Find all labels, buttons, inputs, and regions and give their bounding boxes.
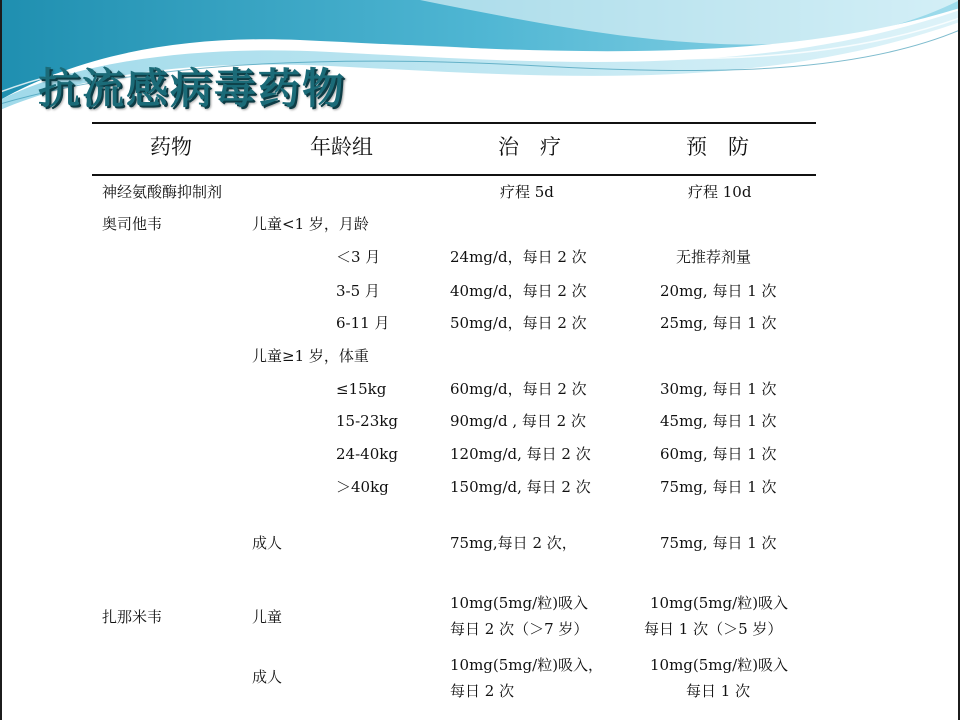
header-age-group: 年龄组 xyxy=(310,135,373,159)
age-adult-oseltamivir: 成人 xyxy=(252,534,283,552)
slide-frame-left xyxy=(0,0,2,720)
treatment-gt40kg: 150mg/d, 每日 2 次 xyxy=(450,478,591,496)
treatment-child-zanamivir-line1: 10mg(5mg/粒)吸入 xyxy=(450,594,589,612)
treatment-le15kg: 60mg/d，每日 2 次 xyxy=(450,380,587,398)
age-3-5m: 3-5 月 xyxy=(336,282,380,300)
header-prevention: 预 防 xyxy=(686,135,749,159)
drug-class-label: 神经氨酸酶抑制剂 xyxy=(102,183,223,201)
treatment-lt3m: 24mg/d，每日 2 次 xyxy=(450,248,587,266)
prevention-gt40kg: 75mg, 每日 1 次 xyxy=(660,478,777,496)
treatment-6-11m: 50mg/d，每日 2 次 xyxy=(450,314,587,332)
age-6-11m: 6-11 月 xyxy=(336,314,390,332)
prevention-adult-oseltamivir: 75mg, 每日 1 次 xyxy=(660,534,777,552)
age-group-child-ge1: 儿童≥1 岁，体重 xyxy=(252,347,369,365)
treatment-15-23kg: 90mg/d , 每日 2 次 xyxy=(450,412,586,430)
age-child-zanamivir: 儿童 xyxy=(252,608,283,626)
prevention-24-40kg: 60mg, 每日 1 次 xyxy=(660,445,777,463)
treatment-adult-zanamivir-line2: 每日 2 次 xyxy=(450,682,515,700)
age-le15kg: ≤15kg xyxy=(336,380,387,398)
prevention-6-11m: 25mg, 每日 1 次 xyxy=(660,314,777,332)
age-lt3m: ＜3 月 xyxy=(336,248,381,266)
prevention-adult-zanamivir-line2: 每日 1 次 xyxy=(686,682,751,700)
age-group-child-lt1: 儿童<1 岁，月龄 xyxy=(252,215,369,233)
prevention-3-5m: 20mg, 每日 1 次 xyxy=(660,282,777,300)
class-treatment-course: 疗程 5d xyxy=(500,183,554,201)
table-top-rule xyxy=(92,122,816,124)
header-drug: 药物 xyxy=(150,135,192,159)
prevention-child-zanamivir-line2: 每日 1 次（＞5 岁） xyxy=(644,620,783,638)
treatment-adult-oseltamivir: 75mg,每日 2 次， xyxy=(450,534,577,552)
prevention-lt3m: 无推荐剂量 xyxy=(676,248,752,266)
age-adult-zanamivir: 成人 xyxy=(252,668,283,686)
prevention-le15kg: 30mg, 每日 1 次 xyxy=(660,380,777,398)
drug-oseltamivir: 奥司他韦 xyxy=(102,215,163,233)
table-header-rule xyxy=(92,174,816,176)
prevention-child-zanamivir-line1: 10mg(5mg/粒)吸入 xyxy=(650,594,789,612)
treatment-adult-zanamivir-line1: 10mg(5mg/粒)吸入， xyxy=(450,656,604,674)
treatment-24-40kg: 120mg/d, 每日 2 次 xyxy=(450,445,591,463)
treatment-3-5m: 40mg/d，每日 2 次 xyxy=(450,282,587,300)
age-24-40kg: 24-40kg xyxy=(336,445,398,463)
slide-title: 抗流感病毒药物 xyxy=(38,64,347,113)
age-gt40kg: ＞40kg xyxy=(336,478,389,496)
prevention-adult-zanamivir-line1: 10mg(5mg/粒)吸入 xyxy=(650,656,789,674)
class-prevention-course: 疗程 10d xyxy=(688,183,752,201)
prevention-15-23kg: 45mg, 每日 1 次 xyxy=(660,412,777,430)
drug-zanamivir: 扎那米韦 xyxy=(102,608,163,626)
header-treatment: 治 疗 xyxy=(498,135,561,159)
treatment-child-zanamivir-line2: 每日 2 次（＞7 岁） xyxy=(450,620,589,638)
age-15-23kg: 15-23kg xyxy=(336,412,398,430)
